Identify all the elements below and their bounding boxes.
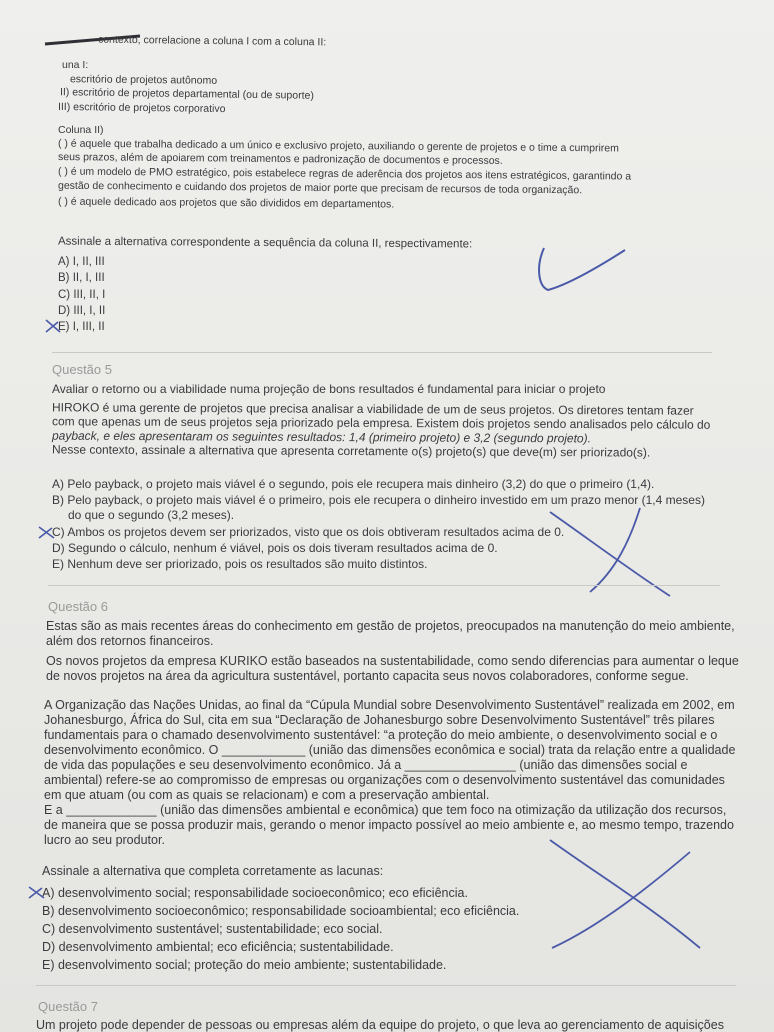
column1-item: II) escritório de projetos departamental (ou de suporte) <box>59 86 314 102</box>
question-6-line: além dos retornos financeiros. <box>46 634 214 648</box>
column2-line: seus prazos, além de apoiarem com treinamentos e padronização de documentos e processos. <box>57 151 503 167</box>
option-d[interactable]: D) III, I, II <box>58 305 106 317</box>
divider <box>52 352 712 353</box>
option-e[interactable]: E) I, III, II <box>58 321 105 333</box>
question-6-line: de novos projetos na área da agricultura sustentável, portanto capacita seus novos colaboradores, conforme segue. <box>46 669 689 683</box>
column1-title: una I: <box>62 59 89 71</box>
option-d[interactable]: D) Segundo o cálculo, nenhum é viável, pois os dois tiveram resultados acima de 0. <box>52 541 498 555</box>
divider <box>48 585 720 586</box>
option-a[interactable]: A) I, II, III <box>58 256 105 268</box>
question-6-line: desenvolvimento econômico. O ____________ (união das dimensões econômica e social) trata da relação entre a qualidade <box>44 743 736 757</box>
option-b[interactable]: B) desenvolvimento socioeconômico; responsabilidade socioambiental; eco eficiência. <box>42 904 520 918</box>
question-5-line: Nesse contexto, assinale a alternativa que apresenta corretamente o(s) projeto(s) que deve(m) ser priorizado(s). <box>51 442 651 460</box>
option-b-continuation: do que o segundo (3,2 meses). <box>68 508 235 522</box>
question-7-line: Um projeto pode depender de pessoas ou empresas além da equipe do projeto, o que leva ao gerenciamento de aquisições <box>36 1018 724 1032</box>
option-e[interactable]: E) desenvolvimento social; proteção do meio ambiente; sustentabilidade. <box>42 958 447 972</box>
question-6-line: de maneira que se possa produzir mais, gerando o menor impacto possível ao meio ambiente e, ao mesmo tempo, trazendo <box>44 818 734 832</box>
column2-line: ( ) é aquele que trabalha dedicado a um único e exclusivo projeto, auxiliando o gerente de projetos e o time a cumprirem <box>57 137 619 155</box>
intro-line: contexto, correlacione a coluna I com a coluna II: <box>97 33 327 49</box>
column2-line: gestão de conhecimento e cuidando dos projetos de maior porte que precisam de recursos de toda organização. <box>57 179 583 197</box>
question-prompt: Assinale a alternativa que completa corretamente as lacunas: <box>42 864 384 878</box>
question-6-line: Os novos projetos da empresa KURIKO estão baseados na sustentabilidade, como sendo diferencias para aumentar o leque <box>46 654 739 668</box>
option-c[interactable]: C) desenvolvimento sustentável; sustentabilidade; eco social. <box>42 922 383 936</box>
question-5-line: Avaliar o retorno ou a viabilidade numa projeção de bons resultados é fundamental para iniciar o projeto <box>52 382 606 396</box>
column2-line: ( ) é um modelo de PMO estratégico, pois estabelece regras de aderência dos projetos aos itens estratégicos, garantindo a <box>57 165 632 183</box>
option-c[interactable]: C) Ambos os projetos devem ser priorizados, visto que os dois obtiveram resultados acima de 0. <box>52 525 565 539</box>
option-b[interactable]: B) II, I, III <box>58 272 105 284</box>
pen-checkmark <box>530 236 640 296</box>
question-5-line: com que apenas um de seus projetos seja priorizado pela empresa. Existem dois projetos sendo analisados pelo cálculo do <box>51 414 711 432</box>
question-7-title: Questão 7 <box>38 999 98 1014</box>
option-d[interactable]: D) desenvolvimento ambiental; eco eficiência; sustentabilidade. <box>42 940 394 954</box>
column1-item: III) escritório de projetos corporativo <box>57 100 226 116</box>
question-6-title: Questão 6 <box>48 599 108 614</box>
option-a[interactable]: A) Pelo payback, o projeto mais viável é o segundo, pois ele recupera mais dinheiro (3,2) do que o primeiro (1,4). <box>52 477 655 491</box>
column1-item: escritório de projetos autônomo <box>69 73 218 87</box>
option-b[interactable]: B) Pelo payback, o projeto mais viável é o primeiro, pois ele recupera o dinheiro investido em um prazo menor (1,4 meses) <box>52 493 705 507</box>
pen-cross-mark <box>540 836 710 956</box>
question-prompt: Assinale a alternativa correspondente a sequência da coluna II, respectivamente: <box>57 235 473 251</box>
column2-title: Coluna II) <box>58 124 104 136</box>
option-e[interactable]: E) Nenhum deve ser priorizado, pois os resultados são muito distintos. <box>52 557 428 571</box>
option-c[interactable]: C) III, II, I <box>58 289 106 301</box>
question-6-line: Johanesburgo, África do Sul, cita em sua “Declaração de Johanesburgo sobre Desenvolvimento Sustentável” três pilares <box>44 713 715 727</box>
question-6-line: E a _____________ (união das dimensões ambiental e econômica) que tem foco na otimização da utilização dos recursos, <box>44 803 727 817</box>
divider <box>36 985 736 986</box>
option-a[interactable]: A) desenvolvimento social; responsabilidade socioeconômico; eco eficiência. <box>42 886 468 900</box>
question-6-line: A Organização das Nações Unidas, ao final da “Cúpula Mundial sobre Desenvolvimento Sustentável” realizada em 2002, em <box>44 698 735 712</box>
question-6-line: lucro ao seu produtor. <box>44 833 165 847</box>
question-6-line: em que atuam (ou com as quais se relacionam) e com a preservação ambiental. <box>44 788 490 802</box>
question-6-line: Estas são as mais recentes áreas do conhecimento em gestão de projetos, preocupados na manutenção do meio ambiente, <box>46 619 735 633</box>
question-5-title: Questão 5 <box>52 362 112 377</box>
question-6-line: fundamentais para o chamado desenvolvimento sustentável: “a proteção do meio ambiente, o desenvolvimento social e o <box>44 728 718 742</box>
column2-line: ( ) é aquele dedicado aos projetos que são divididos em departamentos. <box>57 195 395 211</box>
question-5-line: payback, e eles apresentaram os seguintes resultados: 1,4 (primeiro projeto) e 3,2 (segundo projeto). <box>51 428 592 446</box>
question-6-line: ambiental) refere-se ao compromisso de empresas ou organizações com o desenvolvimento sustentável das comunidades <box>44 773 725 787</box>
question-6-line: de vida das populações e seu desenvolvimento econômico. Já a ________________ (união das dimensões social e <box>44 758 688 772</box>
question-5-line: HIROKO é uma gerente de projetos que precisa analisar a viabilidade de um de seus projetos. Os diretores tentam fazer <box>51 400 694 418</box>
